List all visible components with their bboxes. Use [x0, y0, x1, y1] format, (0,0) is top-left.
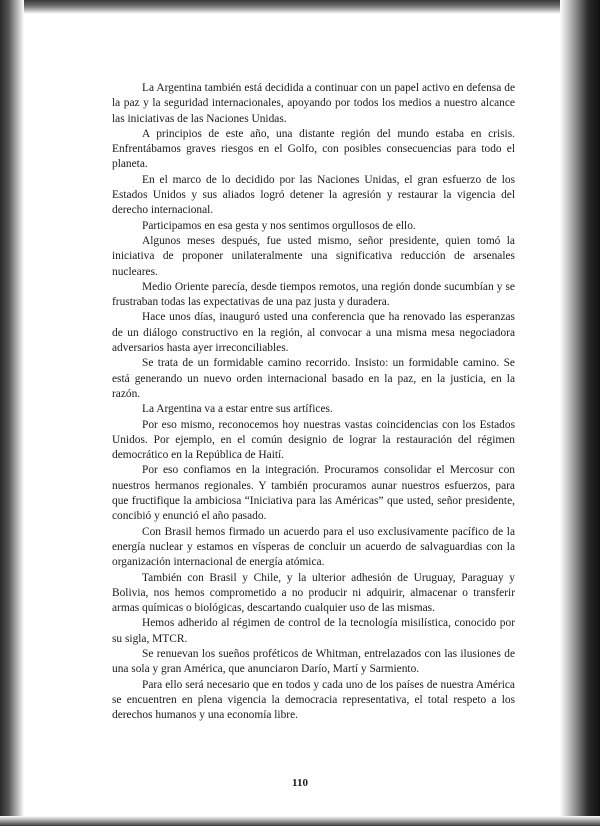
paragraph: Algunos meses después, fue usted mismo, señor presidente, quien tomó la iniciativa de proponer unilateralmente una significativa reducción de arsenales nucleares. [112, 234, 515, 278]
paragraph: Hemos adherido al régimen de control de la tecnología misilística, conocido por su sigla, MTCR. [112, 617, 515, 645]
scan-shadow-top [0, 0, 600, 14]
paragraph: Se trata de un formidable camino recorrido. Insisto: un formidable camino. Se está generando un nuevo orden internacional basado en la paz, en la justicia, en la razón. [112, 357, 515, 400]
scan-shadow-bottom [0, 816, 600, 826]
paragraph: También con Brasil y Chile, y la ulterior adhesión de Uruguay, Paraguay y Bolivia, nos hemos comprometido a no producir ni adquirir, almacenar o transferir armas químicas o biológicas, descartando cualquier uso de las mismas. [112, 571, 515, 615]
paragraph: Se renuevan los sueños proféticos de Whitman, entrelazados con las ilusiones de una sola y gran América, que anunciaron Darío, Martí y Sarmiento. [112, 647, 515, 676]
paragraph: Medio Oriente parecía, desde tiempos remotos, una región donde sucumbían y se frustraban todas las expectativas de una paz justa y duradera. [112, 280, 515, 309]
scan-shadow-left [0, 0, 24, 826]
scan-shadow-right [560, 0, 600, 826]
paragraph: Participamos en esa gesta y nos sentimos orgullosos de ello. [142, 219, 416, 232]
paragraph: La Argentina va a estar entre sus artífices. [142, 403, 333, 416]
body-text [112, 81, 515, 723]
paragraph: Con Brasil hemos firmado un acuerdo para el uso exclusivamente pacífico de la energía nuclear y estamos en vísperas de concluir un acuerdo de salvaguardias con la organización internacional de energía atómica. [112, 525, 515, 569]
paragraph: Por eso confiamos en la integración. Procuramos consolidar el Mercosur con nuestros hermanos regionales. Y también procuramos aunar nuestros esfuerzos, para que fructifique la ambiciosa “Iniciativa para las Américas” que usted, señor presidente, concibió y enunció el año pasado. [112, 464, 515, 523]
page-number: 110 [292, 777, 308, 789]
paragraph: Por eso mismo, reconocemos hoy nuestras vastas coincidencias con los Estados Unidos. Por ejemplo, en el común designio de lograr la restauración del régimen democrático en la República de Haití. [112, 418, 515, 462]
paragraph: La Argentina también está decidida a continuar con un papel activo en defensa de la paz y la seguridad internacionales, apoyando por todos los medios a nuestro alcance las iniciativas de las Naciones Unidas. [112, 82, 515, 125]
paragraph: En el marco de lo decidido por las Naciones Unidas, el gran esfuerzo de los Estados Unidos y sus aliados logró detener la agresión y restaurar la vigencia del derecho internacional. [112, 173, 515, 217]
paragraph: A principios de este año, una distante región del mundo estaba en crisis. Enfrentábamos graves riesgos en el Golfo, con posibles consecuencias para todo el planeta. [112, 127, 515, 171]
paragraph: Para ello será necesario que en todos y cada uno de los países de nuestra América se encuentren en plena vigencia la democracia representativa, el total respeto a los derechos humanos y una economía libre. [112, 678, 515, 722]
paragraph: Hace unos días, inauguró usted una conferencia que ha renovado las esperanzas de un diálogo constructivo en la región, al convocar a una misma mesa negociadora adversarios hasta ayer irreconciliables. [112, 311, 515, 355]
